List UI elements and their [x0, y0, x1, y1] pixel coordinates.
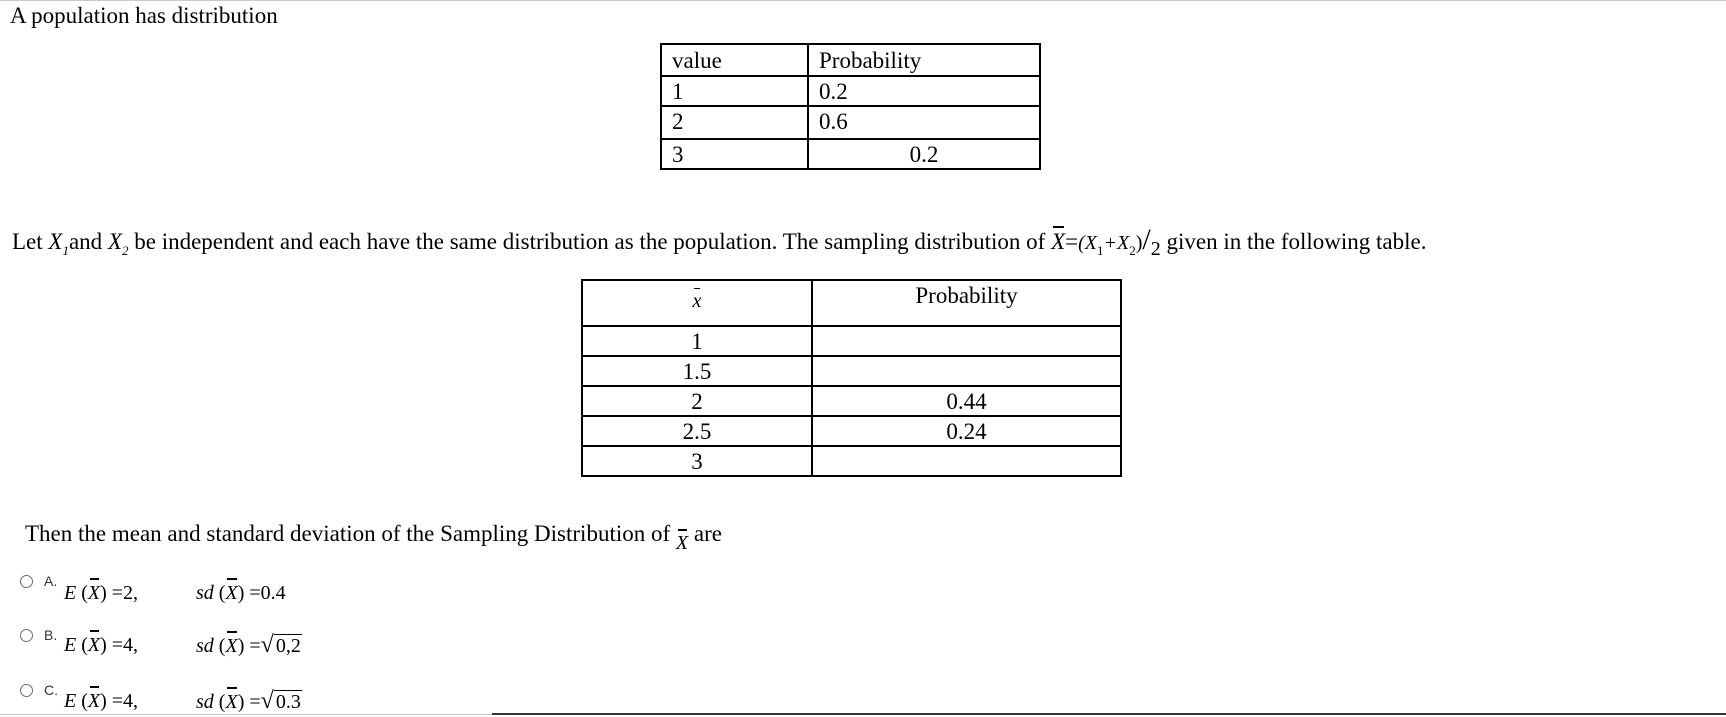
bottom-divider [0, 714, 492, 715]
option-a-radio[interactable] [20, 575, 33, 588]
table-cell-probability [812, 326, 1121, 356]
sample-mean-formula: $X=(X_1+X_2)/_2$ [1051, 223, 1161, 260]
option-c-sd-expression: sd (X) =√ 0.3 [196, 688, 301, 714]
table-cell-probability: 0.44 [812, 386, 1121, 416]
option-a-label[interactable]: A. [44, 573, 58, 589]
table-row [661, 139, 1040, 169]
table-row [582, 386, 1121, 416]
option-a-sd-expression: sd (X) =0.4 [196, 582, 286, 604]
table-cell-value: 3 [661, 139, 808, 169]
problem-statement: Let $X_1and$ $X_2$ be independent and each have the same distribution as the population. The sampling distribution of $X=(X_1+X_2)/_2$ given in the following table. [12, 223, 1427, 260]
column-header-xbar: x [582, 280, 812, 326]
option-c-radio[interactable] [20, 684, 33, 697]
variable-x2: $X_2$ [107, 229, 129, 258]
option-b-radio[interactable] [20, 629, 33, 642]
table-row [582, 326, 1121, 356]
column-header-value: value [661, 44, 808, 76]
table-header-row [582, 280, 1121, 326]
table-cell-xbar: 1 [582, 326, 812, 356]
table-cell-probability [812, 356, 1121, 386]
option-a-expression: E (X) =2, [64, 582, 139, 604]
question-text: Then the mean and standard deviation of the Sampling Distribution of X are [25, 521, 722, 554]
sampling-distribution-table [581, 279, 1122, 477]
sqrt-icon: √ [260, 688, 274, 714]
table-row [661, 106, 1040, 139]
column-header-probability: Probability [812, 280, 1121, 326]
table-cell-probability: 0.24 [812, 416, 1121, 446]
option-c-label[interactable]: C. [44, 682, 58, 698]
table-cell-xbar: 2.5 [582, 416, 812, 446]
table-cell-probability: 0.6 [808, 106, 1040, 139]
intro-text: A population has distribution [10, 3, 278, 28]
table-cell-xbar: 1.5 [582, 356, 812, 386]
sqrt-icon: √ [260, 632, 274, 658]
option-b-expression: E (X) =4, [64, 634, 139, 656]
variable-x1: $X_1$ [48, 229, 69, 258]
column-header-probability: Probability [808, 44, 1040, 76]
xbar-symbol: X [675, 532, 689, 554]
table-cell-value: 1 [661, 76, 808, 106]
option-c-expression: E (X) =4, [64, 690, 139, 712]
option-b-sd-expression: sd (X) =√ 0,2 [196, 632, 301, 658]
bottom-divider-dark [492, 713, 1726, 715]
table-header-row [661, 44, 1040, 76]
table-cell-probability: 0.2 [808, 76, 1040, 106]
top-divider [0, 0, 1726, 1]
table-cell-xbar: 2 [582, 386, 812, 416]
table-cell-probability: 0.2 [808, 139, 1040, 169]
table-row [582, 416, 1121, 446]
table-cell-xbar: 3 [582, 446, 812, 476]
population-distribution-table [660, 43, 1041, 170]
table-row [582, 356, 1121, 386]
table-cell-value: 2 [661, 106, 808, 139]
option-b-label[interactable]: B. [44, 627, 58, 643]
table-row [661, 76, 1040, 106]
table-cell-probability [812, 446, 1121, 476]
table-row [582, 446, 1121, 476]
